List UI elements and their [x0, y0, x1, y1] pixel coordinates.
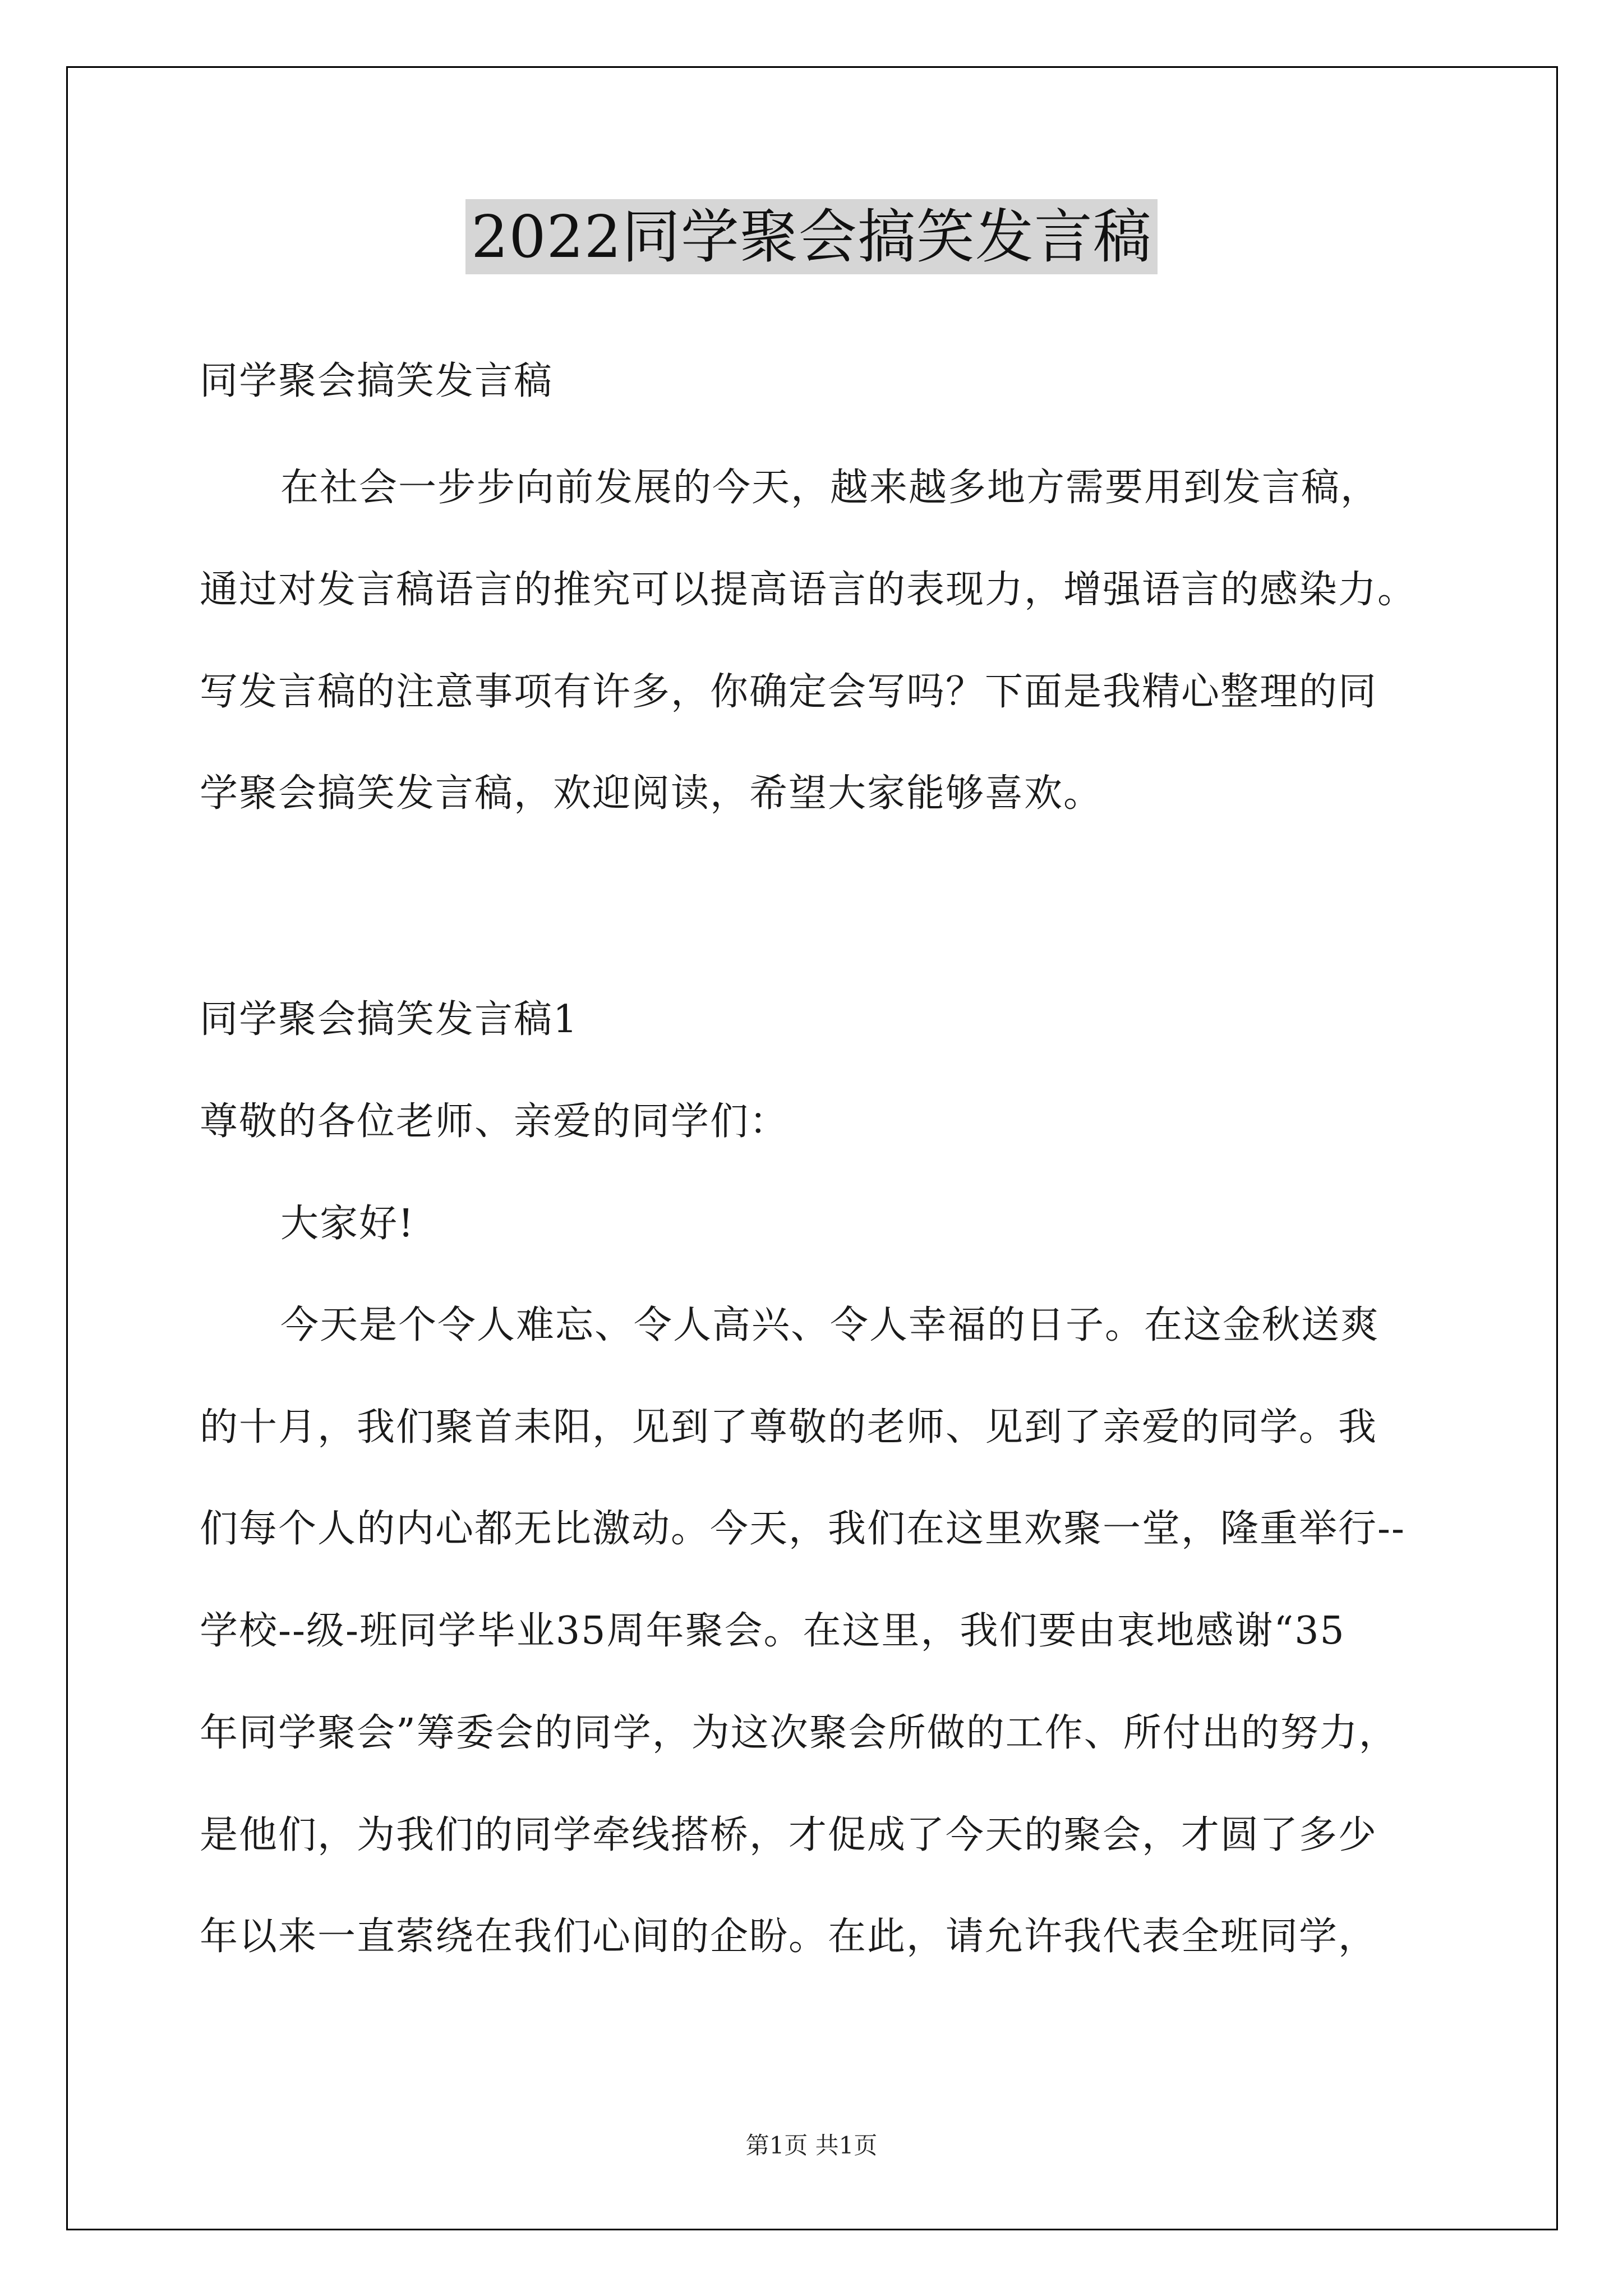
subtitle-line: 同学聚会搞笑发言稿	[200, 359, 554, 403]
body-line-2: 的十月，我们聚首耒阳，见到了尊敬的老师、见到了亲爱的同学。我	[200, 1405, 1378, 1450]
intro-line-2: 通过对发言稿语言的推究可以提高语言的表现力，增强语言的感染力。	[200, 568, 1417, 612]
body-line-7: 年以来一直萦绕在我们心间的企盼。在此，请允许我代表全班同学，	[200, 1915, 1378, 1959]
greeting-line: 大家好!	[280, 1202, 415, 1246]
intro-line-1: 在社会一步步向前发展的今天，越来越多地方需要用到发言稿，	[280, 466, 1380, 510]
body-line-5: 年同学聚会”筹委会的同学，为这次聚会所做的工作、所付出的努力，	[200, 1711, 1398, 1755]
body-line-6: 是他们，为我们的同学牵线搭桥，才促成了今天的聚会，才圆了多少	[200, 1813, 1378, 1857]
body-line-1: 今天是个令人难忘、令人高兴、令人幸福的日子。在这金秋送爽	[280, 1303, 1380, 1347]
intro-line-4: 学聚会搞笑发言稿，欢迎阅读，希望大家能够喜欢。	[200, 771, 1103, 816]
body-line-4: 学校--级-班同学毕业35周年聚会。在这里，我们要由衷地感谢“35	[200, 1609, 1345, 1653]
body-line-3: 们每个人的内心都无比激动。今天，我们在这里欢聚一堂，隆重举行--	[200, 1507, 1405, 1551]
page-footer: 第1页 共1页	[745, 2132, 878, 2159]
intro-line-3: 写发言稿的注意事项有许多，你确定会写吗？下面是我精心整理的同	[200, 670, 1378, 714]
title-container	[0, 199, 1623, 274]
section-heading: 同学聚会搞笑发言稿1	[200, 997, 579, 1042]
salutation-line: 尊敬的各位老师、亲爱的同学们：	[200, 1099, 789, 1144]
document-title: 2022同学聚会搞笑发言稿	[465, 199, 1158, 274]
